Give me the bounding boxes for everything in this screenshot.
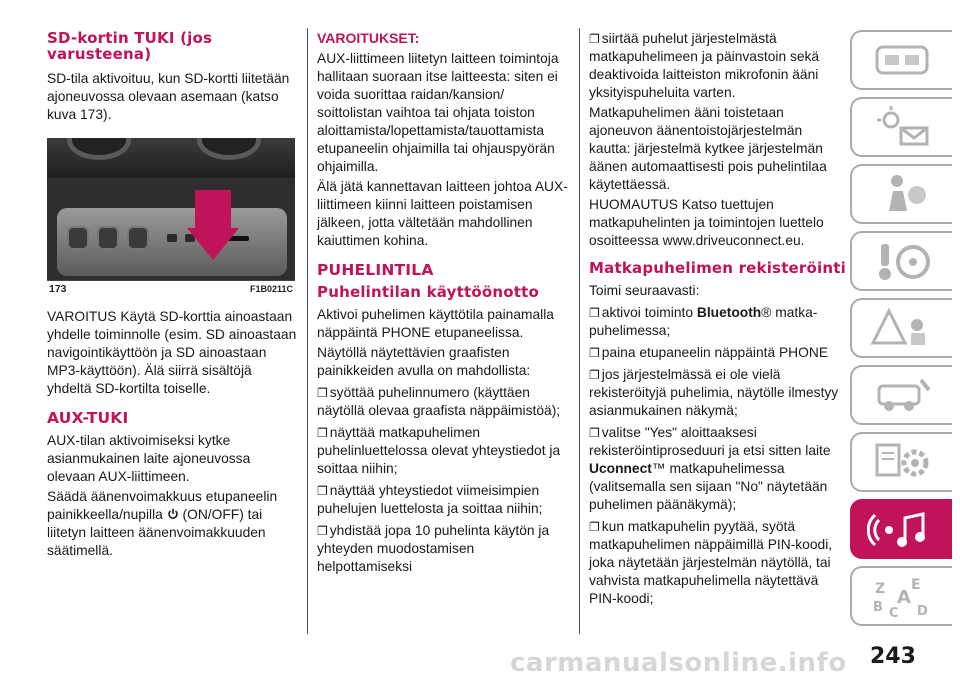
list-item: ❐ valitse "Yes" aloittaaksesi rekisteröintiproseduuri ja etsi sitten laite Uconnect™ matkapuhelimessa (valitsemalla sen sijaan "No" näytetään puhelimen päänäkymä); [589, 425, 831, 512]
note-paragraph: HUOMAUTUS Katso tuettujen matkapuhelinten ja toimintojen luettelo osoitteessa www.driveuconnect.eu. [589, 197, 824, 248]
svg-text:B: B [873, 600, 883, 615]
figure-number: 173 [49, 283, 67, 295]
middle-column [317, 30, 572, 580]
usb-port [167, 234, 177, 242]
tab-emergency[interactable] [850, 298, 952, 358]
figure-173-sd-slot-photo [47, 138, 295, 298]
svg-text:E: E [911, 577, 921, 593]
checkbox-bullet-icon: ❐ [589, 520, 600, 534]
gear-settings-icon [852, 434, 952, 490]
checkbox-bullet-icon: ❐ [317, 386, 328, 400]
list-item: ❐ siirtää puhelut järjestelmästä matkapuhelimeen ja päinvastoin sekä deaktivoida laitteiston mikrofonin ääni yksityispuheluita varten. [589, 31, 820, 100]
aux-paragraph-2 [47, 488, 297, 560]
column-divider [579, 28, 580, 634]
registration-intro: Toimi seuraavasti: [589, 283, 700, 298]
checkbox-bullet-icon: ❐ [317, 426, 328, 440]
watermark: carmanualsonline.info [510, 648, 847, 678]
page-number: 243 [870, 644, 916, 669]
svg-text:C: C [889, 606, 899, 619]
phone-activation-heading: Puhelintilan käyttöönotto [317, 283, 539, 301]
power-icon [167, 507, 183, 522]
tab-multimedia[interactable] [850, 499, 952, 559]
list-item: ❐ näyttää matkapuhelimen puhelinluettelossa olevat yhteystiedot ja soittaa niihin; [317, 425, 561, 476]
list-item: ❐ näyttää yhteystiedot viimeisimpien puhelujen luettelosta ja soittaa niihin; [317, 483, 543, 516]
checkbox-bullet-icon: ❐ [589, 426, 600, 440]
car-dashboard-icon [852, 32, 952, 88]
key-steering-icon [852, 233, 952, 289]
console-switch [97, 226, 119, 250]
warnings-text-2: Älä jätä kannettavan laitteen johtoa AUX-liittimeen kiinni laitteen poistamisen jälkeen, jotta vältetään mahdollinen kaiuttimen kohina. [317, 179, 568, 248]
tab-dashboard[interactable] [850, 30, 952, 90]
checkbox-bullet-icon: ❐ [589, 306, 600, 320]
aux-paragraph-1: AUX-tilan aktivoimiseksi kytke asianmukainen laite ajoneuvossa olevaan AUX-liittimeen. [47, 433, 251, 484]
list-item: ❐ aktivoi toiminto Bluetooth® matka-puhelimessa; [589, 305, 818, 338]
warning-lights-icon [852, 99, 952, 155]
tab-warning-lights[interactable] [850, 97, 952, 157]
center-console [57, 208, 287, 276]
tab-index[interactable] [850, 566, 952, 626]
svg-text:D: D [917, 604, 928, 619]
tab-safety[interactable] [850, 164, 952, 224]
checkbox-bullet-icon: ❐ [589, 32, 600, 46]
list-item: ❐ syöttää puhelinnumero (käyttäen näytöllä olevaa graafista näppäimistöä); [317, 385, 561, 418]
activation-paragraph: Aktivoi puhelimen käyttötila painamalla näppäintä PHONE etupaneelissa. [317, 307, 554, 340]
checkbox-bullet-icon: ❐ [317, 524, 328, 538]
car-maintenance-icon [852, 367, 952, 423]
roadside-emergency-icon [852, 300, 952, 356]
aux-heading: AUX-TUKI [47, 409, 129, 427]
pointer-arrow-head [187, 228, 239, 260]
list-item: ❐ paina etupaneelin näppäintä PHONE [589, 345, 829, 360]
right-column [589, 30, 847, 612]
console-switch [127, 226, 149, 250]
list-item: ❐ jos järjestelmässä ei ole vielä rekisteröityjä puhelimia, näytölle ilmestyy asianmukainen näkymä; [589, 367, 839, 418]
figure-code: F1B0211C [249, 284, 293, 294]
alphabet-index-icon [852, 568, 952, 624]
activation-paragraph-2: Näytöllä näytettävien graafisten painikkeiden avulla on mahdollista: [317, 345, 531, 378]
checkbox-bullet-icon: ❐ [589, 368, 600, 382]
phone-mode-heading: PUHELINTILA [317, 261, 434, 279]
audio-paragraph: Matkapuhelimen ääni toistetaan ajoneuvon äänentoistojärjestelmän kautta: järjestelmä kytkee järjestelmän äänen automaattisesti pois puhelintilaa käytettäessä. [589, 105, 827, 192]
warnings-text: AUX-liittimeen liitetyn laitteen toimintoja hallitaan suoraan itse laitteesta: siten ei voida suorittaa raidan/kansion/ soittolistan vaihtoa tai ohjata toiston aloittamista/lopettamista/tauottamista etupaneelin ohjaimilla tai ohjauspyörän ohjaimilla. [317, 51, 559, 174]
aux-paragraph-2-start: Säädä äänenvoimakkuus etupaneelin painikkeella/nupilla [47, 489, 278, 522]
aux-paragraph-2-end: (ON/OFF) tai liitetyn laitteen äänenvoimakkuuden säätimellä. [47, 507, 266, 558]
warnings-heading: VAROITUKSET: [317, 30, 420, 46]
list-item: ❐ yhdistää jopa 10 puhelinta käytön ja yhteyden muodostamisen helpottamiseksi [317, 523, 550, 574]
svg-text:Z: Z [875, 581, 886, 597]
airbag-safety-icon [852, 166, 952, 222]
chapter-tabs [850, 30, 960, 633]
sd-warning-paragraph: VAROITUS Käytä SD-korttia ainoastaan yhdelle toiminnolle (esim. SD ainoastaan navigointikäyttöön ja SD ainoastaan MP3-käyttöön). Älä siirrä sisältöjä yhdeltä SD-kortilta toiselle. [47, 309, 297, 396]
tab-maintenance[interactable] [850, 365, 952, 425]
left-column [47, 30, 297, 564]
tab-technical-data[interactable] [850, 432, 952, 492]
pointer-arrow-shaft [195, 190, 231, 230]
column-divider [307, 28, 308, 634]
multimedia-icon [852, 501, 952, 557]
console-switch [67, 226, 89, 250]
list-item: ❐ kun matkapuhelin pyytää, syötä matkapuhelimen näppäimillä PIN-koodi, joka näytetään järjestelmän näytöllä, tai vahvista matkapuhelimella näytettävä PIN-koodi; [589, 519, 833, 606]
svg-text:A: A [897, 587, 911, 608]
registration-heading: Matkapuhelimen rekisteröinti [589, 259, 846, 277]
sd-heading: SD-kortin TUKI (jos varusteena) [47, 29, 213, 63]
checkbox-bullet-icon: ❐ [317, 484, 328, 498]
figure-caption-bar [47, 280, 295, 298]
sd-paragraph: SD-tila aktivoituu, kun SD-kortti liitetään ajoneuvossa olevaan asemaan (katso kuva 173). [47, 71, 290, 122]
checkbox-bullet-icon: ❐ [589, 346, 600, 360]
tab-starting-driving[interactable] [850, 231, 952, 291]
